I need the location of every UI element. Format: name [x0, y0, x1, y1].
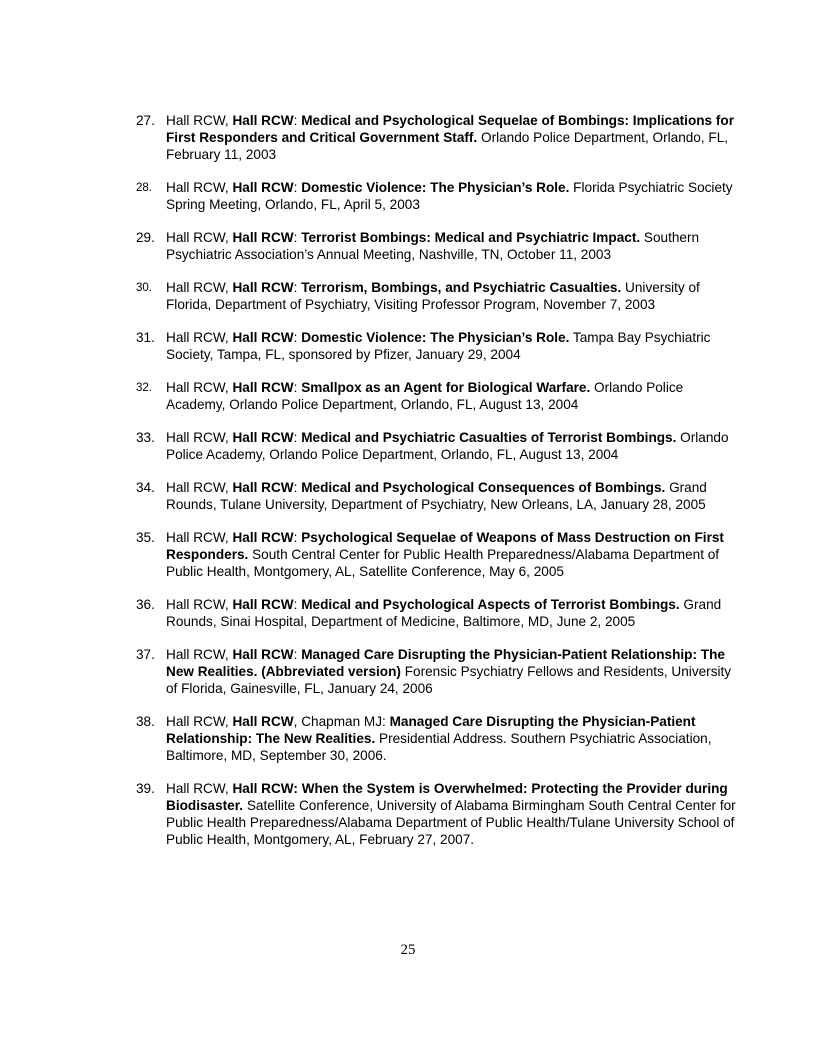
item-number: 32. [136, 382, 152, 394]
venue: Grand Rounds, Sinai Hospital, Department of Medicine, Baltimore, MD, June 2, 2005 [166, 597, 722, 629]
list-item [136, 479, 736, 513]
list-item [136, 780, 736, 848]
separator: : [293, 430, 302, 445]
presenter: Hall RCW: [232, 781, 298, 796]
presenter: Hall RCW [232, 714, 294, 729]
authors: Hall RCW, [166, 113, 233, 128]
authors: Hall RCW, [166, 280, 233, 295]
presenter: Hall RCW [232, 647, 294, 662]
authors: Hall RCW, [166, 380, 233, 395]
presentation-title: Domestic Violence: The Physician’s Role. [301, 180, 570, 195]
separator: : [293, 647, 302, 662]
separator: : [293, 330, 302, 345]
separator: : [293, 180, 302, 195]
venue: Presidential Address. Southern Psychiatric Association, Baltimore, MD, September 30, 2006. [166, 731, 712, 763]
presentation-title: Medical and Psychological Sequelae of Bombings: Implications for First Responders and Critical Government Staff. [166, 113, 735, 145]
presentation-title: Terrorist Bombings: Medical and Psychiatric Impact. [301, 230, 641, 245]
item-number: 34. [136, 480, 155, 495]
authors: Hall RCW, [166, 430, 233, 445]
authors: Hall RCW, [166, 530, 233, 545]
item-number: 30. [136, 282, 152, 294]
venue: Grand Rounds, Tulane University, Department of Psychiatry, New Orleans, LA, January 28, 2005 [166, 480, 707, 512]
presentation-title: When the System is Overwhelmed: Protecting the Provider during Biodisaster. [166, 781, 728, 813]
item-number: 33. [136, 430, 155, 445]
separator: : [293, 530, 302, 545]
presentation-title: Smallpox as an Agent for Biological Warfare. [301, 380, 591, 395]
venue: Satellite Conference, University of Alabama Birmingham South Central Center for Public Health Preparedness/Alabama Department of Public Health/Tulane University School of Public Health, Montgomery, AL, February 27, 2007. [166, 798, 736, 847]
list-item [136, 112, 736, 163]
authors: Hall RCW, [166, 330, 233, 345]
item-number: 27. [136, 113, 155, 128]
separator: : [293, 597, 302, 612]
venue: Forensic Psychiatry Fellows and Residents, University of Florida, Gainesville, FL, January 24, 2006 [166, 664, 732, 696]
venue: Southern Psychiatric Association’s Annual Meeting, Nashville, TN, October 11, 2003 [166, 230, 700, 262]
authors: Hall RCW, [166, 180, 233, 195]
separator: : [293, 230, 302, 245]
presenter: Hall RCW [232, 280, 294, 295]
venue: Orlando Police Academy, Orlando Police Department, Orlando, FL, August 13, 2004 [166, 430, 729, 462]
presenter: Hall RCW [232, 480, 294, 495]
separator: : [293, 113, 302, 128]
venue: Tampa Bay Psychiatric Society, Tampa, FL, sponsored by Pfizer, January 29, 2004 [166, 330, 711, 362]
venue: Florida Psychiatric Society Spring Meeting, Orlando, FL, April 5, 2003 [166, 180, 733, 212]
presenter: Hall RCW [232, 530, 294, 545]
list-item [136, 279, 736, 313]
presentation-list [136, 112, 736, 864]
presenter: Hall RCW [232, 330, 294, 345]
item-number: 36. [136, 597, 155, 612]
list-item [136, 646, 736, 697]
presentation-title: Psychological Sequelae of Weapons of Mass Destruction on First Responders. [166, 530, 724, 562]
page-number: 25 [400, 942, 416, 958]
authors: Hall RCW, [166, 781, 233, 796]
venue: South Central Center for Public Health Preparedness/Alabama Department of Public Health, Montgomery, AL, Satellite Conference, May 6, 2005 [166, 547, 720, 579]
separator: : [293, 380, 302, 395]
list-item [136, 379, 736, 413]
presenter: Hall RCW [232, 230, 294, 245]
item-number: 38. [136, 714, 155, 729]
authors: Hall RCW, [166, 597, 233, 612]
list-item [136, 429, 736, 463]
presenter: Hall RCW [232, 180, 294, 195]
presenter: Hall RCW [232, 430, 294, 445]
item-number: 39. [136, 781, 155, 796]
authors: Hall RCW, [166, 230, 233, 245]
authors: Hall RCW, [166, 647, 233, 662]
item-number: 29. [136, 230, 155, 245]
list-item [136, 713, 736, 764]
separator: : [293, 280, 302, 295]
item-number: 35. [136, 530, 155, 545]
list-item [136, 596, 736, 630]
presentation-title: Medical and Psychological Aspects of Terrorist Bombings. [301, 597, 680, 612]
presentation-title: Managed Care Disrupting the Physician-Patient Relationship: The New Realities. (Abbreviated version) [166, 647, 725, 679]
list-item [136, 529, 736, 580]
presentation-title: Medical and Psychological Consequences of Bombings. [301, 480, 666, 495]
list-item [136, 229, 736, 263]
venue: Orlando Police Department, Orlando, FL, February 11, 2003 [166, 130, 729, 162]
list-item [136, 329, 736, 363]
presentation-title: Medical and Psychiatric Casualties of Terrorist Bombings. [301, 430, 677, 445]
list-item [136, 179, 736, 213]
item-number: 28. [136, 182, 152, 194]
presentation-title: Terrorism, Bombings, and Psychiatric Casualties. [301, 280, 622, 295]
presentation-title: Managed Care Disrupting the Physician-Patient Relationship: The New Realities. [166, 714, 696, 746]
separator: , Chapman MJ: [293, 714, 390, 729]
venue: University of Florida, Department of Psychiatry, Visiting Professor Program, November 7, 2003 [166, 280, 700, 312]
authors: Hall RCW, [166, 714, 233, 729]
item-number: 31. [136, 330, 155, 345]
presenter: Hall RCW [232, 113, 294, 128]
separator: : [293, 480, 302, 495]
authors: Hall RCW, [166, 480, 233, 495]
presenter: Hall RCW [232, 380, 294, 395]
presentation-title: Domestic Violence: The Physician’s Role. [301, 330, 570, 345]
item-number: 37. [136, 647, 155, 662]
presenter: Hall RCW [232, 597, 294, 612]
venue: Orlando Police Academy, Orlando Police Department, Orlando, FL, August 13, 2004 [166, 380, 684, 412]
